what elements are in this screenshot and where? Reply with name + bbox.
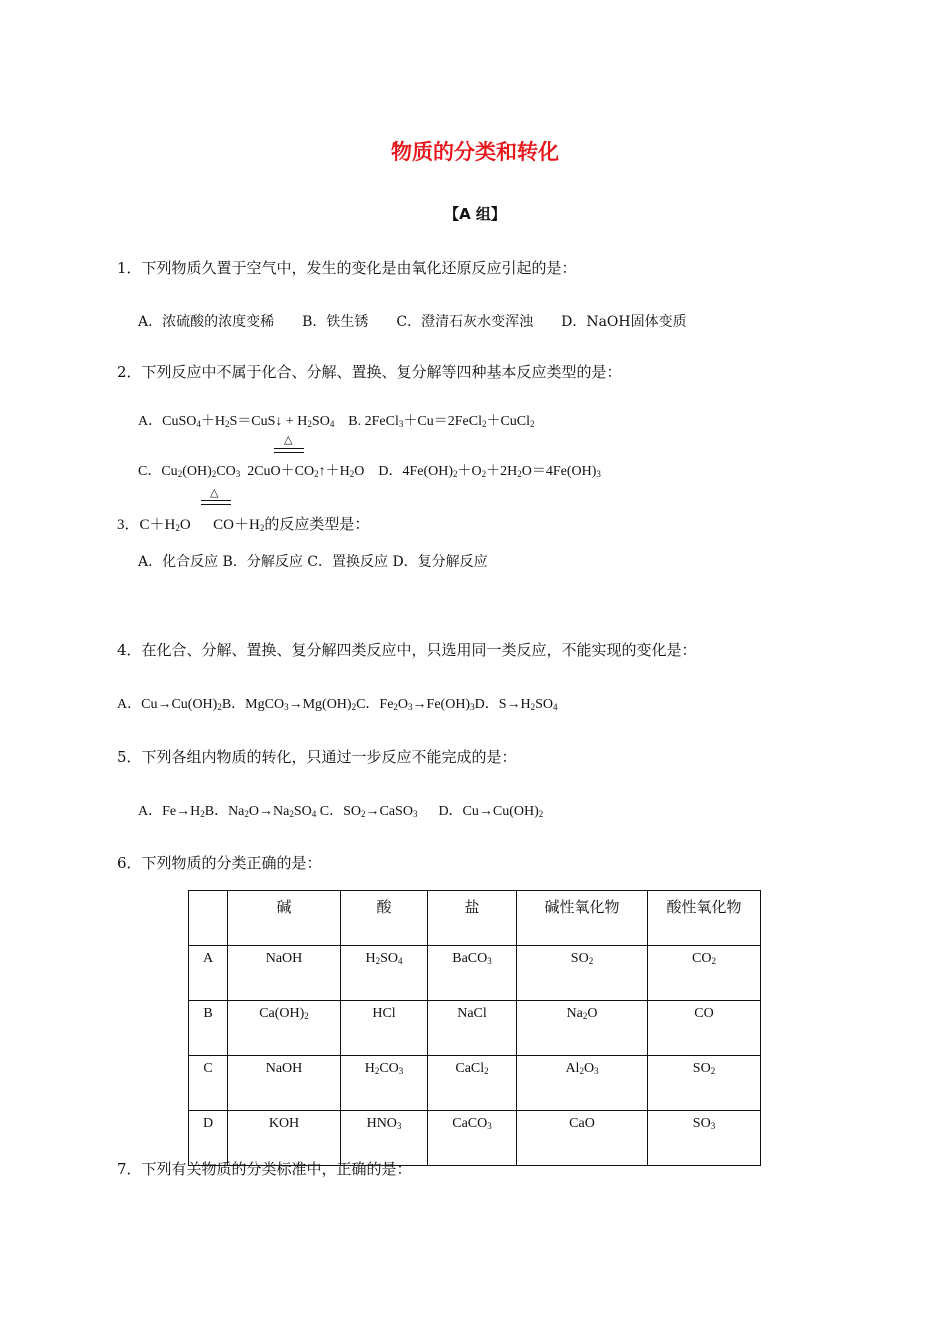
table-header-cell	[189, 891, 228, 946]
table-cell: $SO_3$	[648, 1111, 761, 1166]
equals-bar	[274, 448, 304, 449]
table-cell: HCl	[341, 1001, 428, 1056]
table-cell: $Na_2O$	[517, 1001, 648, 1056]
question-3-options: A．化合反应 B．分解反应 C．置换反应 D．复分解反应	[138, 554, 488, 570]
table-header-cell: 酸	[341, 891, 428, 946]
equals-bar	[201, 500, 231, 501]
table-row	[189, 1056, 761, 1111]
table-cell: $CO_2$	[648, 946, 761, 1001]
question-1-options: A．浓硫酸的浓度变稀 B．铁生锈 C．澄清石灰水变浑浊 D．NaOH固体变质	[138, 314, 687, 330]
table-cell: $SO_2$	[648, 1056, 761, 1111]
table-header-cell: 酸性氧化物	[648, 891, 761, 946]
table-cell: $Ca(OH)_2$	[228, 1001, 341, 1056]
table-row	[189, 1001, 761, 1056]
question-4-stem: 4．在化合、分解、置换、复分解四类反应中，只选用同一类反应，不能实现的变化是：	[117, 641, 697, 659]
table-cell: CaO	[517, 1111, 648, 1166]
table-row	[189, 946, 761, 1001]
question-4-options: A．$Cu\to Cu(OH)_2B$．$MgCO_3\to Mg(OH)_2C$．$Fe_2O_3\to Fe(OH)_3D$．$S\to H_2SO_4$	[117, 697, 558, 712]
table-cell: NaOH	[228, 1056, 341, 1111]
table-cell: $H_2SO_4$	[341, 946, 428, 1001]
table-header-cell: 碱性氧化物	[517, 891, 648, 946]
question-2-stem: 2．下列反应中不属于化合、分解、置换、复分解等四种基本反应类型的是：	[117, 363, 622, 381]
question-6-stem: 6．下列物质的分类正确的是：	[117, 854, 322, 872]
question-1-stem: 1．下列物质久置于空气中，发生的变化是由氧化还原反应引起的是：	[117, 259, 577, 277]
table-cell: A	[189, 946, 228, 1001]
table-header-cell: 碱	[228, 891, 341, 946]
table-cell: D	[189, 1111, 228, 1166]
table-cell: $SO_2$	[517, 946, 648, 1001]
table-cell: NaOH	[228, 946, 341, 1001]
classification-table	[188, 890, 761, 1166]
table-cell: $Al_2O_3$	[517, 1056, 648, 1111]
table-cell: CaCl$_2$	[428, 1056, 517, 1111]
table-cell: B	[189, 1001, 228, 1056]
table-cell: C	[189, 1056, 228, 1111]
group-heading: 【A 组】	[444, 205, 506, 223]
table-header-cell: 盐	[428, 891, 517, 946]
table-cell: BaCO$_3$	[428, 946, 517, 1001]
table-cell: $HNO_3$	[341, 1111, 428, 1166]
table-header-row	[189, 891, 761, 946]
equals-bar	[201, 504, 231, 505]
question-2-options-line1: A．$CuSO_4+H_2S=CuS↓ + H_2SO_4$ B. 2FeCl$_3$＋Cu＝2FeCl$_2$＋CuCl$_2$	[138, 414, 535, 429]
question-5-options: A．$Fe\to H_2B$．$Na_2O\to Na_2SO_4$ C．$SO_2\to CaSO_3$ D．$Cu\to Cu(OH)_2$	[138, 804, 544, 819]
table-cell: KOH	[228, 1111, 341, 1166]
question-5-stem: 5．下列各组内物质的转化，只通过一步反应不能完成的是：	[117, 748, 517, 766]
heat-symbol: △	[210, 486, 219, 499]
table-cell: CaCO$_3$	[428, 1111, 517, 1166]
equals-bar	[274, 452, 304, 453]
question-3-stem: 3．$C+H_2O$ $CO+H_2$的反应类型是：	[117, 517, 370, 533]
table-cell: $H_2CO_3$	[341, 1056, 428, 1111]
heat-symbol: △	[284, 433, 293, 446]
question-7-stem: 7．下列有关物质的分类标准中，正确的是：	[117, 1160, 412, 1178]
table-cell: NaCl	[428, 1001, 517, 1056]
question-2-options-line2: C．$Cu_2(OH)_2CO_3$ $2CuO+CO_2↑+H_2O$ D．$4Fe(OH)_2+O_2+2H_2O=4Fe(OH)_3$	[138, 464, 601, 479]
table-cell: CO	[648, 1001, 761, 1056]
page-title: 物质的分类和转化	[391, 140, 559, 164]
